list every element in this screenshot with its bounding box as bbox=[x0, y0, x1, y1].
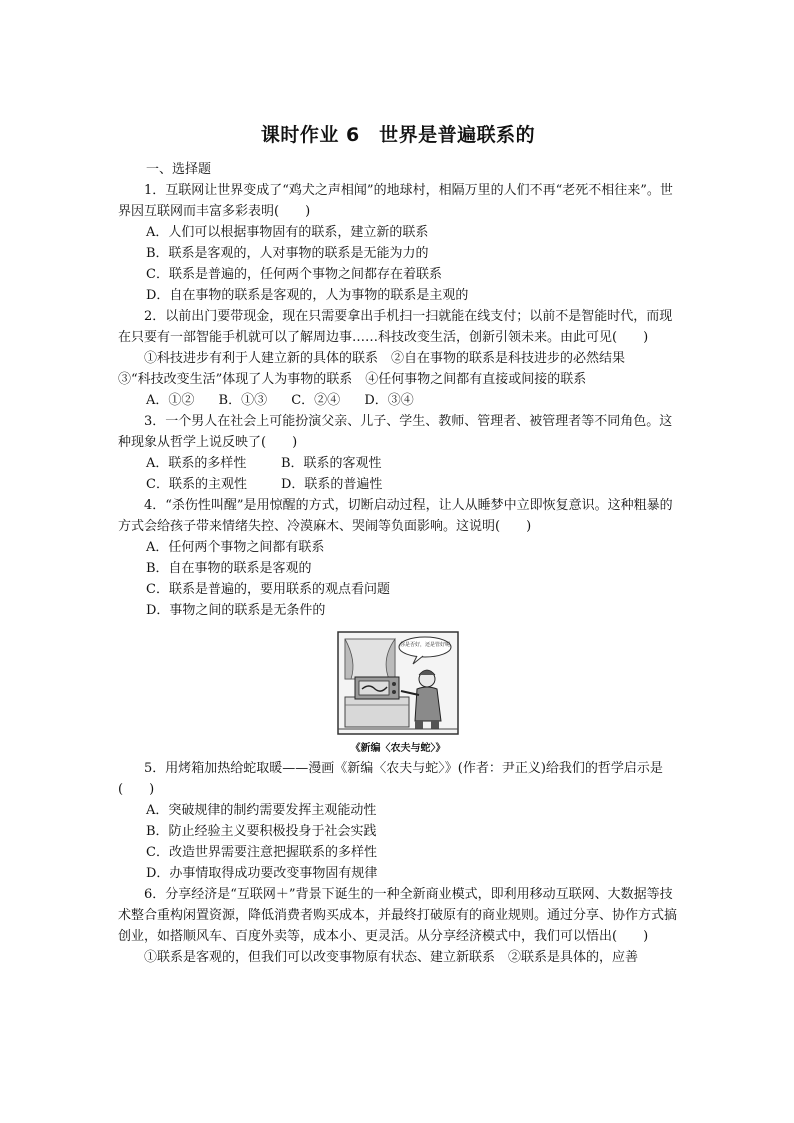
statement-line: ①联系是客观的，但我们可以改变事物原有状态、建立新联系 ②联系是具体的，应善 bbox=[144, 950, 639, 965]
speech-bubble-text: 你是否好，还是管好呢 bbox=[399, 642, 451, 648]
option-b: B．①③ bbox=[218, 393, 268, 408]
question-stem: 2．以前出门要带现金，现在只需要拿出手机扫一扫就能在线支付；以前不是智能时代，而现在只要有一部智能手机就可以了解周边事……科技改变生活，创新引领未来。由此可见( ) bbox=[118, 309, 673, 345]
question-2 bbox=[118, 306, 678, 411]
option-c: C．联系的主观性 bbox=[146, 477, 247, 492]
option-row bbox=[118, 453, 678, 474]
option-a: A．突破规律的制约需要发挥主观能动性 bbox=[146, 803, 377, 818]
option-d: D．联系的普遍性 bbox=[281, 477, 383, 492]
option-d: D．③④ bbox=[364, 393, 414, 408]
option-a: A．①② bbox=[146, 393, 195, 408]
option-c: C．改造世界需要注意把握联系的多样性 bbox=[146, 845, 377, 860]
document-body bbox=[118, 120, 678, 968]
question-1 bbox=[118, 180, 678, 306]
page-title: 课时作业 6 世界是普遍联系的 bbox=[260, 124, 536, 146]
statement-line: ①科技进步有利于人建立新的具体的联系 ②自在事物的联系是科技进步的必然结果 bbox=[144, 351, 626, 366]
option-c: C．联系是普遍的，要用联系的观点看问题 bbox=[146, 582, 390, 597]
option-d: D．办事情取得成功要改变事物固有规律 bbox=[146, 866, 378, 881]
cartoon-illustration bbox=[337, 631, 459, 735]
option-a: A．人们可以根据事物固有的联系，建立新的联系 bbox=[146, 225, 429, 240]
option-b: B．联系的客观性 bbox=[281, 456, 382, 471]
option-row bbox=[118, 390, 678, 411]
question-stem: 1．互联网让世界变成了“鸡犬之声相闻”的地球村，相隔万里的人们不再“老死不相往来”。世界因互联网而丰富多彩表明( ) bbox=[118, 183, 673, 219]
question-stem: 6．分享经济是“互联网＋”背景下诞生的一种全新商业模式，即利用移动互联网、大数据等技术整合重构闲置资源，降低消费者购买成本，并最终打破原有的商业规则。通过分享、协作方式搞创业，如搭顺风车、百度外卖等，成本小、更灵活。从分享经济模式中，我们可以悟出( ) bbox=[118, 887, 678, 944]
option-b: B．联系是客观的，人对事物的联系是无能为力的 bbox=[146, 246, 429, 261]
option-c: C．联系是普遍的，任何两个事物之间都存在着联系 bbox=[146, 267, 442, 282]
question-3 bbox=[118, 411, 678, 495]
option-c: C．②④ bbox=[291, 393, 341, 408]
question-5 bbox=[118, 758, 678, 884]
question-6 bbox=[118, 884, 678, 968]
statement-line: ③“科技改变生活”体现了人为事物的联系 ④任何事物之间都有直接或间接的联系 bbox=[118, 372, 587, 387]
option-b: B．防止经验主义要积极投身于社会实践 bbox=[146, 824, 377, 839]
option-d: D．自在事物的联系是客观的，人为事物的联系是主观的 bbox=[146, 288, 469, 303]
section-heading: 一、选择题 bbox=[146, 162, 212, 177]
question-stem: 5．用烤箱加热给蛇取暖——漫画《新编〈农夫与蛇〉》(作者：尹正义)给我们的哲学启示是( ) bbox=[118, 761, 663, 797]
question-stem: 3．一个男人在社会上可能扮演父亲、儿子、学生、教师、管理者、被管理者等不同角色。这种现象从哲学上说反映了( ) bbox=[118, 414, 673, 450]
question-4 bbox=[118, 495, 678, 621]
cartoon-figure bbox=[118, 631, 678, 754]
option-a: A．联系的多样性 bbox=[146, 456, 247, 471]
figure-caption: 《新编〈农夫与蛇〉》 bbox=[350, 743, 446, 754]
question-stem: 4．“杀伤性叫醒”是用惊醒的方式，切断启动过程，让人从睡梦中立即恢复意识。这种粗暴的方式会给孩子带来情绪失控、冷漠麻木、哭闹等负面影响。这说明( ) bbox=[118, 498, 673, 534]
option-b: B．自在事物的联系是客观的 bbox=[146, 561, 312, 576]
option-row bbox=[118, 474, 678, 495]
option-a: A．任何两个事物之间都有联系 bbox=[146, 540, 325, 555]
option-d: D．事物之间的联系是无条件的 bbox=[146, 603, 326, 618]
